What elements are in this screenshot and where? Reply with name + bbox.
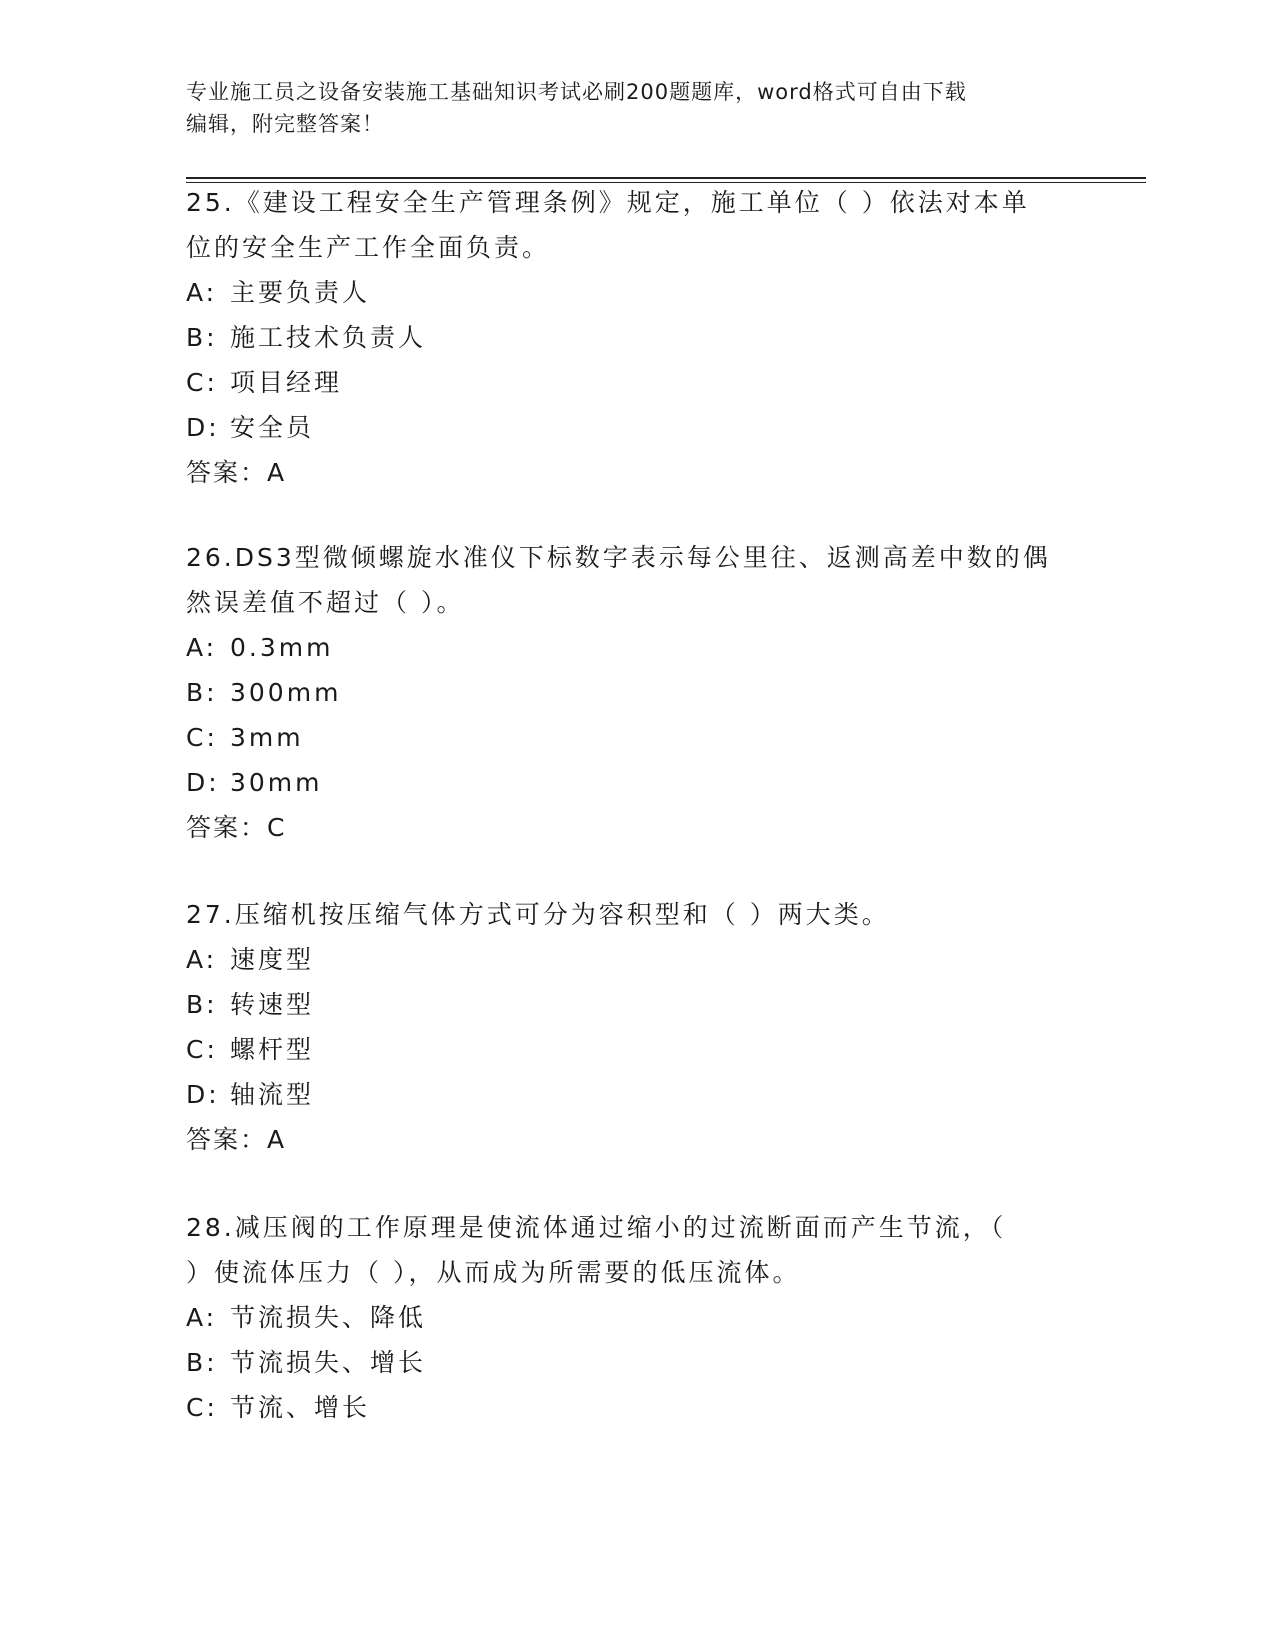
option-letter: B:	[186, 323, 218, 352]
option-letter: C:	[186, 1393, 218, 1422]
question-27	[186, 892, 1066, 1162]
option-text: 安全员	[230, 413, 315, 442]
option-text: 轴流型	[230, 1080, 315, 1109]
option-c	[186, 1385, 1066, 1430]
option-letter: D:	[186, 1080, 220, 1109]
question-25	[186, 180, 1066, 495]
answer-text: 答案：C	[186, 813, 287, 842]
option-d	[186, 405, 1066, 450]
intro-line-2: 编辑，附完整答案！	[186, 112, 384, 136]
option-letter: B:	[186, 990, 218, 1019]
intro-line-1: 专业施工员之设备安装施工基础知识考试必刷200题题库，word格式可自由下载	[186, 80, 967, 104]
question-text-line-2: 然误差值不超过（ ）。	[186, 588, 465, 617]
option-d	[186, 760, 1066, 805]
option-text: 项目经理	[230, 368, 343, 397]
option-text: 3mm	[230, 723, 304, 752]
answer-text: 答案：A	[186, 1125, 287, 1154]
answer-text: 答案：A	[186, 458, 287, 487]
option-text: 转速型	[230, 990, 315, 1019]
option-c	[186, 1027, 1066, 1072]
option-text: 0.3mm	[230, 633, 334, 662]
option-letter: A:	[186, 633, 218, 662]
question-28	[186, 1205, 1066, 1430]
option-b	[186, 1340, 1066, 1385]
option-letter: A:	[186, 945, 218, 974]
option-b	[186, 982, 1066, 1027]
question-text-line-1: 28.减压阀的工作原理是使流体通过缩小的过流断面而产生节流，（	[186, 1213, 1007, 1242]
option-text: 施工技术负责人	[230, 323, 427, 352]
option-text: 节流损失、增长	[230, 1348, 427, 1377]
option-a	[186, 625, 1066, 670]
option-letter: C:	[186, 1035, 218, 1064]
option-letter: D:	[186, 413, 220, 442]
question-text-line-1: 26.DS3型微倾螺旋水准仪下标数字表示每公里往、返测高差中数的偶	[186, 543, 1051, 572]
option-text: 螺杆型	[230, 1035, 315, 1064]
question-text-line-1: 27.压缩机按压缩气体方式可分为容积型和（ ）两大类。	[186, 900, 890, 929]
option-c	[186, 360, 1066, 405]
option-text: 300mm	[230, 678, 342, 707]
question-text-line-2: 位的安全生产工作全面负责。	[186, 233, 551, 262]
question-text-line-2: ）使流体压力（ ），从而成为所需要的低压流体。	[186, 1258, 801, 1287]
option-c	[186, 715, 1066, 760]
option-d	[186, 1072, 1066, 1117]
option-a	[186, 937, 1066, 982]
option-a	[186, 1295, 1066, 1340]
option-letter: C:	[186, 368, 218, 397]
option-letter: B:	[186, 1348, 218, 1377]
option-letter: A:	[186, 278, 218, 307]
option-text: 节流、增长	[230, 1393, 371, 1422]
option-letter: D:	[186, 768, 220, 797]
option-text: 30mm	[230, 768, 323, 797]
option-letter: C:	[186, 723, 218, 752]
option-text: 速度型	[230, 945, 315, 974]
option-b	[186, 670, 1066, 715]
option-b	[186, 315, 1066, 360]
option-text: 主要负责人	[230, 278, 371, 307]
header-divider-thick	[186, 177, 1146, 179]
option-a	[186, 270, 1066, 315]
question-26	[186, 535, 1066, 850]
document-intro	[186, 76, 1066, 140]
option-letter: A:	[186, 1303, 218, 1332]
option-letter: B:	[186, 678, 218, 707]
option-text: 节流损失、降低	[230, 1303, 427, 1332]
question-text-line-1: 25.《建设工程安全生产管理条例》规定，施工单位（ ）依法对本单	[186, 188, 1030, 217]
